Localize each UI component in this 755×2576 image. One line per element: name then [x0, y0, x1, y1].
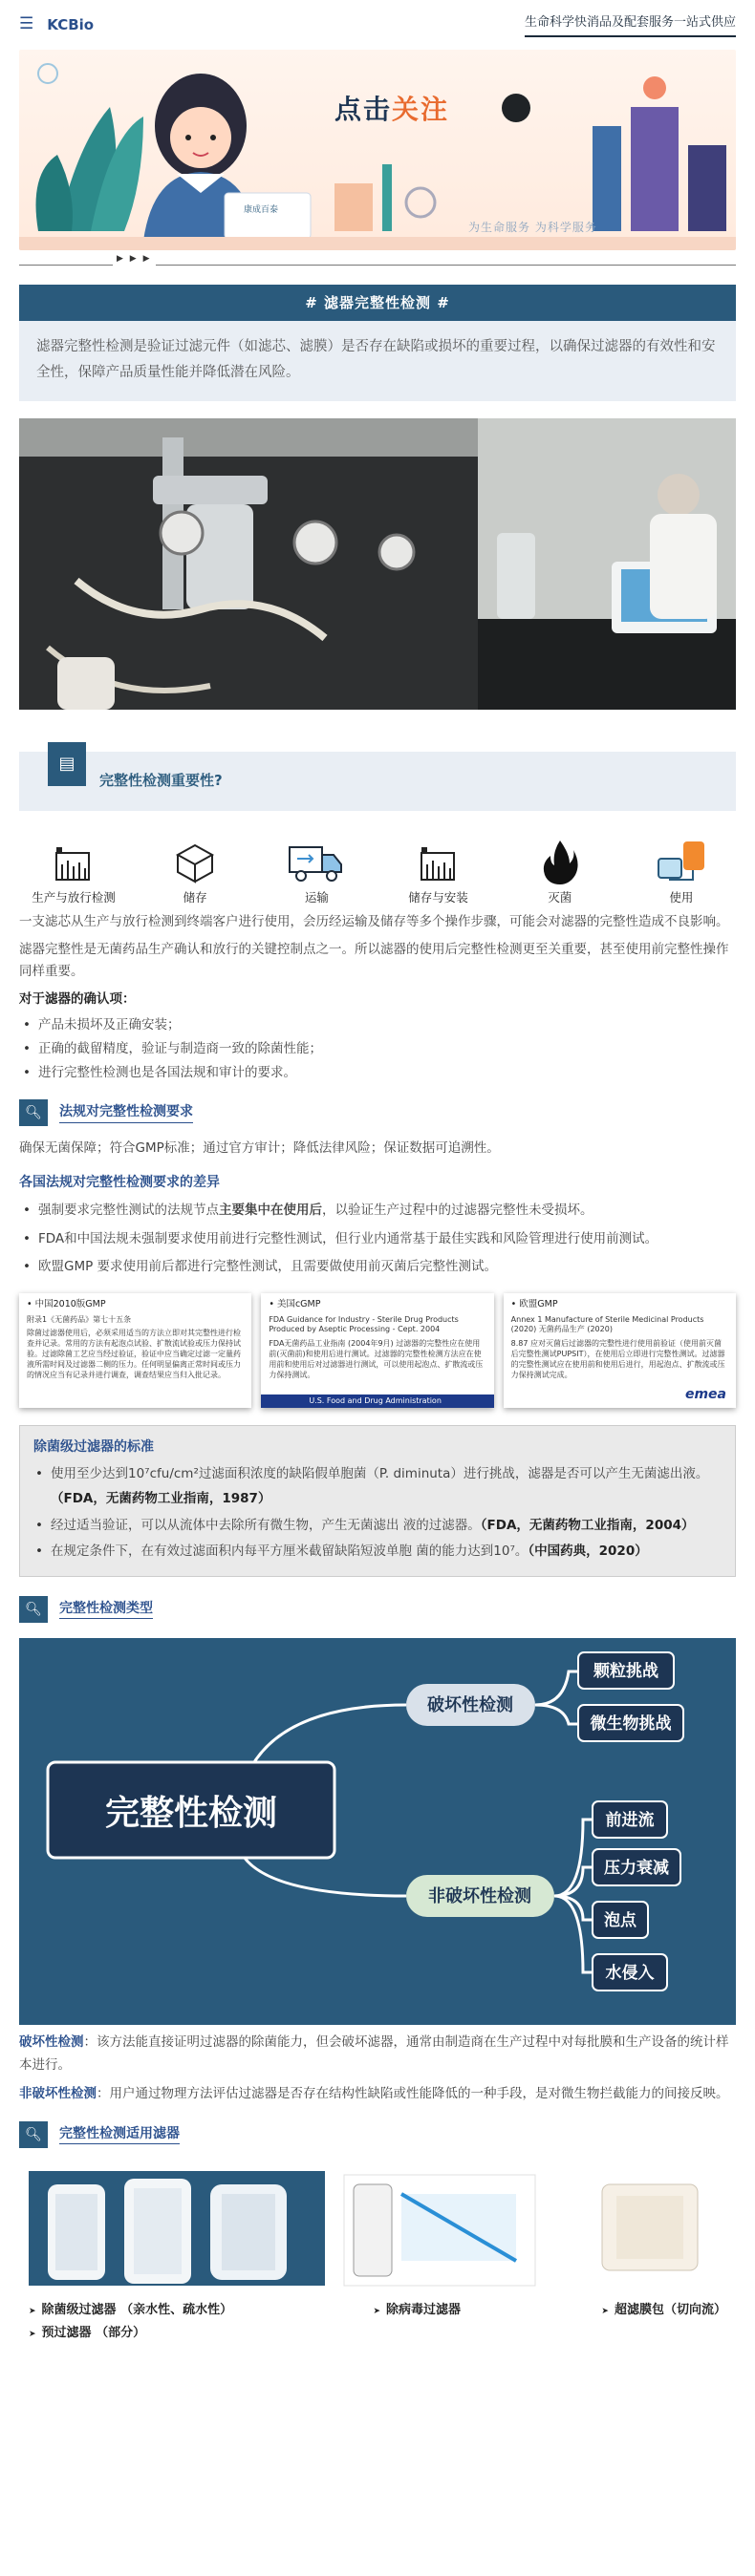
standard-ref: （中国药典，2020）	[528, 1543, 648, 1560]
applicable-labels	[19, 2299, 736, 2346]
standard-text: 使用至少达到10⁷cfu/cm²过滤面积浓度的缺陷假单胞菌（P. diminuta）进行挑战，滤器是否可以产生无菌滤出液。	[51, 1466, 709, 1482]
list-item	[19, 1199, 736, 1224]
list-item	[33, 1540, 722, 1565]
doc-body: 除菌过滤器使用后，必须采用适当的方法立即对其完整性进行检查并记录。常用的方法有起泡点试验、扩散流试验或压力保持试验。过滤除菌工艺应当经过验证，验证中应当确定过滤一定量药液所需时间及过滤器二侧的压力。任何明显偏离正常时间或压力的情况应当有记录并进行调查，调查结果应当归入批记录。	[27, 1329, 241, 1379]
lifecycle-label: 储存与安装	[408, 889, 468, 905]
lifecycle-label: 生产与放行检测	[32, 889, 116, 905]
search-icon: 🔍︎	[19, 2121, 48, 2148]
mindmap-leaf-label: 水侵入	[605, 1963, 655, 1983]
divider	[19, 250, 736, 277]
header	[19, 0, 736, 50]
confirm-list	[19, 1013, 736, 1085]
importance-title: 完整性检测重要性?	[99, 771, 223, 789]
arrow-icon: ➤	[29, 2306, 36, 2316]
lab-photo	[19, 418, 736, 710]
factory-icon	[21, 836, 126, 889]
list-item: • 欧盟GMP 要求使用前后都进行完整性测试，且需要做使用前灭菌后完整性测试。	[19, 1255, 736, 1280]
lifecycle-label: 灭菌	[548, 889, 572, 905]
regulation-title: 法规对完整性检测要求	[59, 1103, 193, 1122]
types-header	[19, 1594, 736, 1625]
banner-title-a: 点击	[334, 94, 393, 125]
divider-arrows-icon: ▶ ▶ ▶	[113, 252, 156, 267]
applicable-label	[29, 2322, 232, 2346]
list-item: • FDA和中国法规未强制要求使用前进行完整性测试，但行业内通常基于最佳实践和风险管理进行使用前测试。	[19, 1227, 736, 1252]
regulation-header	[19, 1097, 736, 1128]
mindmap-root: 完整性检测	[104, 1793, 278, 1833]
applicable-label-text: 除病毒过滤器	[386, 2302, 462, 2317]
importance-paragraph-2: 滤器完整性是无菌药品生产确认和放行的关键控制点之一。所以滤器的使用后完整性检测更至关重要，甚至使用前完整性操作同样重要。	[19, 942, 729, 979]
list-item	[33, 1514, 722, 1539]
lifecycle-item-install	[386, 836, 491, 906]
mindmap-leaf-label: 前进流	[605, 1810, 655, 1830]
standards-title: 除菌级过滤器的标准	[33, 1438, 154, 1455]
mindmap-destructive: 破坏性检测	[427, 1694, 513, 1715]
definition-key: 非破坏性检测	[19, 2086, 97, 2102]
standard-ref: （FDA，无菌药物工业指南，2004）	[480, 1517, 695, 1533]
applicable-header	[19, 2119, 736, 2150]
lab-photo-image	[19, 418, 736, 710]
box-icon	[142, 836, 248, 889]
follow-banner[interactable]	[19, 50, 736, 250]
definition-text: ：该方法能直接证明过滤器的除菌能力，但会破坏滤器，通常由制造商在生产过程中对每批膜和生产设备的统计样本进行。	[19, 2033, 729, 2074]
bag-icon	[629, 836, 734, 889]
applicable-label	[373, 2299, 461, 2346]
arrow-icon: ➤	[601, 2306, 609, 2316]
doc-fda-bar: U.S. Food and Drug Administration	[261, 1394, 493, 1408]
arrow-icon: ➤	[373, 2306, 381, 2316]
banner-title-b: 关注	[392, 94, 450, 125]
section-title-bar: # 滤器完整性检测 #	[19, 285, 736, 321]
destructive-definition	[19, 2031, 736, 2077]
search-icon: 🔍︎	[19, 1099, 48, 1126]
diff-title: 各国法规对完整性检测要求的差异	[19, 1175, 220, 1191]
banner-illustration	[19, 50, 736, 250]
regulation-paragraph: 确保无菌保障；符合GMP标准；通过官方审计；降低法律风险；保证数据可追溯性。	[19, 1140, 500, 1157]
intro-text: 滤器完整性检测是验证过滤元件（如滤芯、滤膜）是否存在缺陷或损坏的重要过程，以确保过滤器的有效性和安全性，保障产品质量性能并降低潜在风险。	[19, 321, 736, 401]
lifecycle-label: 储存	[183, 889, 207, 905]
lifecycle-item-production	[21, 836, 126, 906]
standards-box	[19, 1425, 736, 1577]
list-item	[33, 1462, 722, 1511]
mindmap-leaf-label: 泡点	[604, 1910, 636, 1930]
menu-icon[interactable]: ☰	[19, 14, 34, 34]
lifecycle-item-sterilize	[507, 836, 613, 906]
doc-emea-logo: emea	[684, 1386, 726, 1402]
definition-text: ：用户通过物理方法评估过滤器是否存在结构性缺陷或性能降低的一种手段，是对微生物拦截能力的间接反映。	[97, 2086, 729, 2102]
doc-china-gmp	[19, 1293, 251, 1408]
applicable-col-1	[29, 2299, 232, 2346]
brand	[19, 11, 94, 39]
importance-paragraph-1: 一支滤芯从生产与放行检测到终端客户进行使用，会历经运输及储存等多个操作步骤，可能会对滤器的完整性造成不良影响。	[19, 914, 729, 930]
standards-list	[33, 1462, 722, 1565]
arrow-icon: ➤	[29, 2330, 36, 2340]
diff-text: 强制要求完整性测试的法规节点	[38, 1202, 219, 1218]
applicable-label-text: 预过滤器 （部分）	[41, 2326, 146, 2341]
diff-list	[19, 1199, 736, 1280]
doc-us-cgmp	[261, 1293, 493, 1408]
banner-title[interactable]	[334, 86, 449, 133]
doc-head: • 中国2010版GMP	[27, 1298, 106, 1309]
document-icon: ▤	[48, 742, 86, 786]
lifecycle-item-storage	[142, 836, 248, 906]
lifecycle-icons	[19, 836, 736, 906]
filter-products-image	[19, 2165, 736, 2289]
doc-eu-gmp	[504, 1293, 736, 1408]
lifecycle-label: 运输	[304, 889, 329, 905]
doc-head: • 美国cGMP	[269, 1298, 321, 1309]
applicable-label-text: 超滤膜包（切向流）	[614, 2302, 726, 2317]
doc-sub: Annex 1 Manufacture of Sterile Medicinal Products (2020) 无菌药品生产 (2020)	[510, 1314, 704, 1334]
diff-text: ，以验证生产过程中的过滤器完整性未受损坏。	[322, 1202, 593, 1218]
list-item: • 进行完整性检测也是各国法规和审计的要求。	[19, 1061, 736, 1085]
list-item: • 正确的截留精度，验证与制造商一致的除菌性能；	[19, 1037, 736, 1061]
nondestructive-definition	[19, 2082, 736, 2105]
importance-header	[19, 752, 736, 811]
doc-body: FDA无菌药品工业指南 (2004年9月) 过滤器的完整性应在使用前(灭菌前)和使用后进行测试。过滤器的完整性检测方法应在使用前和使用后对过滤器进行测试，可以使用起泡点、扩散流或压力保持测试。	[269, 1339, 484, 1379]
confirm-title: 对于滤器的确认项：	[19, 990, 136, 1007]
factory-icon	[386, 836, 491, 889]
types-title: 完整性检测类型	[59, 1600, 153, 1619]
integrity-mindmap	[19, 1638, 736, 2025]
mindmap-leaf-label: 颗粒挑战	[593, 1661, 658, 1681]
mindmap-leaf-label: 压力衰减	[604, 1858, 669, 1878]
truck-icon	[264, 836, 369, 889]
doc-sub: FDA Guidance for Industry - Sterile Drug Products Produced by Aseptic Processing - Cept. 2004	[269, 1314, 459, 1334]
applicable-label	[29, 2299, 232, 2323]
search-icon: 🔍︎	[19, 1596, 48, 1623]
filter-products-illustration	[19, 2165, 736, 2289]
banner-dot	[502, 94, 530, 122]
brand-name[interactable]: KCBio	[47, 15, 95, 33]
applicable-title: 完整性检测适用滤器	[59, 2125, 180, 2144]
standard-text: 经过适当验证，可以从流体中去除所有微生物，产生无菌滤出 液的过滤器。	[51, 1517, 481, 1533]
lifecycle-label: 使用	[669, 889, 694, 905]
regulation-documents	[19, 1293, 736, 1408]
doc-sub: 附录1《无菌药品》第七十五条	[27, 1314, 132, 1324]
flame-icon	[507, 836, 613, 889]
list-item: • 产品未损坏及正确安装；	[19, 1013, 736, 1037]
tagline: 生命科学快消品及配套服务一站式供应	[525, 12, 736, 37]
applicable-label-text: 除菌级过滤器 （亲水性、疏水性）	[41, 2302, 233, 2317]
applicable-label	[601, 2299, 726, 2346]
standard-ref: （FDA，无菌药物工业指南，1987）	[51, 1490, 271, 1506]
mindmap-leaf-label: 微生物挑战	[590, 1714, 672, 1734]
banner-subtitle: 为生命服务 为科学服务	[468, 221, 597, 234]
mindmap-diagram	[19, 1638, 736, 2025]
definition-key: 破坏性检测	[19, 2033, 84, 2050]
standard-text: 在规定条件下，在有效过滤面积内每平方厘米截留缺陷短波单胞 菌的能力达到10⁷。	[51, 1543, 528, 1560]
doc-body: 8.87 应对灭菌后过滤器的完整性进行使用前验证（使用前灭菌后完整性测试PUPSIT），在使用后立即进行完整性测试。过滤器的完整性测试应在使用前和使用后进行，用起泡点、扩散流或压力保持测试完成。	[510, 1339, 725, 1379]
lifecycle-item-use	[629, 836, 734, 906]
diff-bold: 主要集中在使用后	[219, 1202, 322, 1218]
lifecycle-item-transport	[264, 836, 369, 906]
doc-head: • 欧盟GMP	[510, 1298, 558, 1309]
banner-logo-text: 康成百泰	[244, 205, 279, 215]
mindmap-nondestructive: 非破坏性检测	[428, 1885, 531, 1906]
